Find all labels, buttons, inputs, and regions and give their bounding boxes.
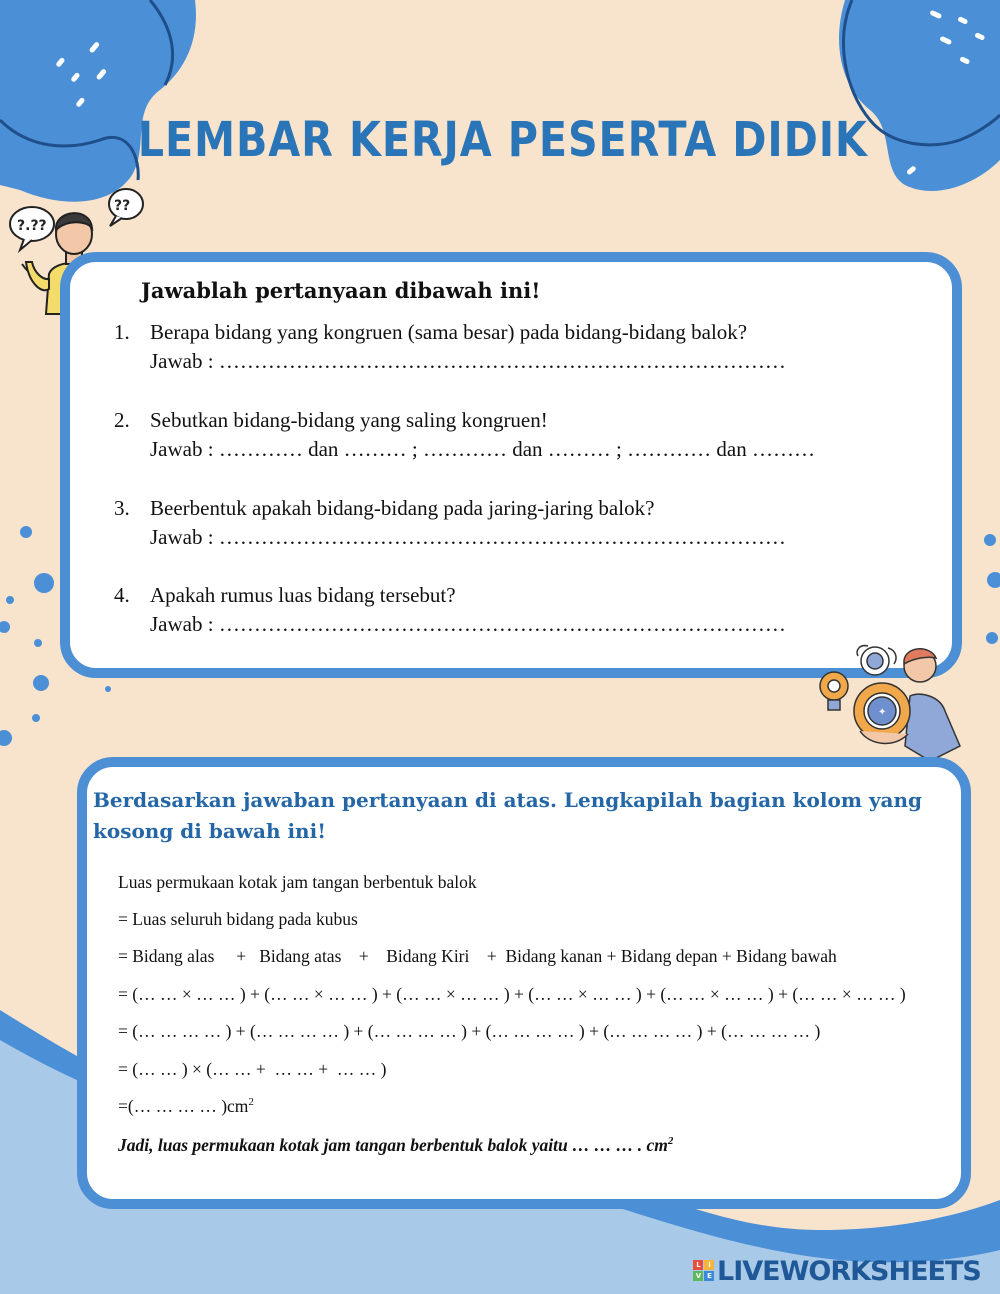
calc-line-2: = Luas seluruh bidang pada kubus xyxy=(118,909,358,929)
question-4 xyxy=(114,581,786,639)
question-number: 4. xyxy=(114,583,130,607)
answer-line[interactable]: Jawab : ……………………………………………………………………… xyxy=(150,525,786,549)
calc-line-3: = Bidang alas + Bidang atas + Bidang Kiri + Bidang kanan + Bidang depan + Bidang bawah xyxy=(118,946,837,966)
calc-line-4[interactable]: = (… … × … … ) + (… … × … … ) + (… … × … … ) + (… … × … … ) + (… … × … … ) + (… … × … … ) xyxy=(118,984,906,1004)
question-number: 1. xyxy=(114,320,130,344)
brand-icon: L I V E xyxy=(693,1260,715,1282)
calculation-instruction: Berdasarkan jawaban pertanyaan di atas. Lengkapilah bagian kolom yang kosong di bawah ini! xyxy=(93,788,923,843)
question-3 xyxy=(114,494,786,552)
question-text: Berapa bidang yang kongruen (sama besar) pada bidang-bidang balok? xyxy=(150,320,748,344)
svg-text:✦: ✦ xyxy=(878,707,887,718)
question-number: 3. xyxy=(114,496,130,520)
exponent: 2 xyxy=(667,1135,674,1148)
calc-line-5[interactable]: = (… … … … ) + (… … … … ) + (… … … … ) + (… … … … ) + (… … … … ) + (… … … … ) xyxy=(118,1021,821,1041)
question-text: Sebutkan bidang-bidang yang saling kongruen! xyxy=(150,408,548,432)
page-title: LEMBAR KERJA PESERTA DIDIK xyxy=(137,112,868,168)
person-gears-illustration xyxy=(810,636,985,766)
question-text: Beerbentuk apakah bidang-bidang pada jaring-jaring balok? xyxy=(150,496,655,520)
answer-line[interactable]: Jawab : ……………………………………………………………………… xyxy=(150,612,786,636)
answer-line[interactable]: Jawab : ………… dan ……… ; ………… dan ……… ; ………… dan ……… xyxy=(150,437,815,461)
calc-line-6[interactable]: = (… … ) × (… … + … … + … … ) xyxy=(118,1059,387,1079)
question-number: 2. xyxy=(114,408,130,432)
svg-text:??: ?? xyxy=(114,198,131,214)
brand-logo[interactable] xyxy=(693,1256,981,1287)
brand-name: LIVEWORKSHEETS xyxy=(717,1256,981,1287)
conclusion-text: Jadi, luas permukaan kotak jam tangan berbentuk balok yaitu … … … . cm xyxy=(118,1135,668,1155)
svg-text:?.??: ?.?? xyxy=(17,218,47,234)
questions-instruction: Jawablah pertanyaan dibawah ini! xyxy=(141,278,541,303)
calc-line-7[interactable] xyxy=(118,1096,254,1117)
answer-line[interactable]: Jawab : ……………………………………………………………………… xyxy=(150,349,786,373)
question-text: Apakah rumus luas bidang tersebut? xyxy=(150,583,456,607)
calc-line-1: Luas permukaan kotak jam tangan berbentuk balok xyxy=(118,872,477,892)
calc-line-7-text: =(… … … … )cm xyxy=(118,1096,249,1116)
exponent: 2 xyxy=(248,1096,254,1109)
conclusion-line[interactable] xyxy=(118,1135,673,1156)
question-2 xyxy=(114,406,815,464)
question-1 xyxy=(114,318,786,376)
